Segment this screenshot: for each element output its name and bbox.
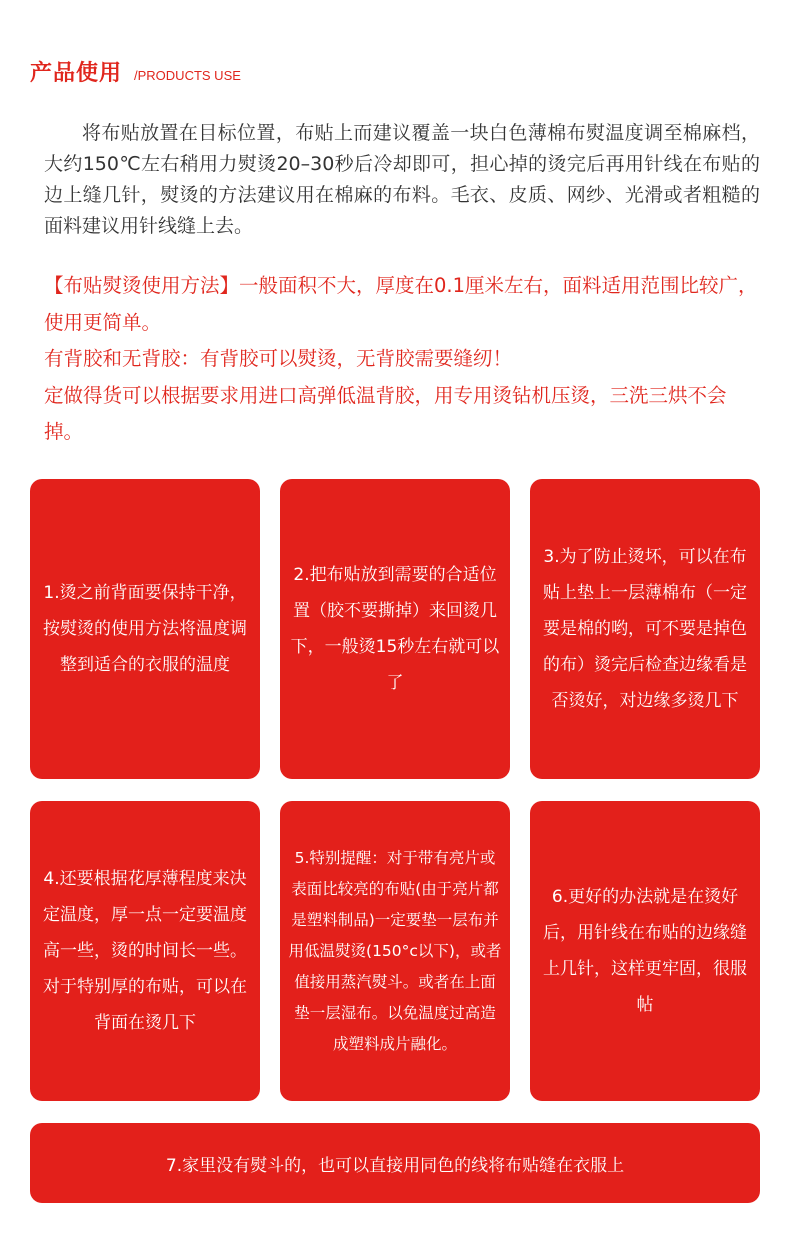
step-card-7-text: 7.家里没有熨斗的，也可以直接用同色的线将布贴缝在衣服上: [165, 1155, 625, 1176]
step-card-2-text: 2.把布贴放到需要的合适位置（胶不要撕掉）来回烫几下，一般烫15秒左右就可以了: [290, 565, 500, 693]
step-card-5: [280, 801, 510, 1101]
section-title: 产品使用: [30, 61, 123, 86]
step-card-4: [30, 801, 260, 1101]
step-card-1-text: 1.烫之前背面要保持干净，按熨烫的使用方法将温度调整到适合的衣服的温度: [43, 583, 247, 675]
note-ironing-method: 【布贴熨烫使用方法】一般面积不大，厚度在0.1厘米左右，面料适用范围比较广，使用更简单。: [44, 274, 758, 334]
note-backing-glue: 有背胶和无背胶：有背胶可以熨烫，无背胶需要缝纫！: [44, 347, 513, 370]
step-card-6: [530, 801, 760, 1101]
step-card-7: [30, 1123, 760, 1203]
step-card-2: [280, 479, 510, 779]
intro-paragraph: 将布贴放置在目标位置，布贴上而建议覆盖一块白色薄棉布熨温度调至棉麻档，大约150℃左右稍用力熨烫20–30秒后冷却即可，担心掉的烫完后再用针线在布贴的边上缝几针，熨烫的方法建议用在棉麻的布料。毛衣、皮质、网纱、光滑或者粗糙的面料建议用针线缝上去。: [44, 122, 760, 237]
notes-block: [44, 268, 760, 451]
step-card-1: [30, 479, 260, 779]
step-card-5-text: 5.特别提醒：对于带有亮片或表面比较亮的布贴(由于亮片都是塑料制品)一定要垫一层布并用低温熨烫(150°c以下)，或者值接用蒸汽熨斗。或者在上面垫一层湿布。以免温度过高造成塑料成片融化。: [288, 848, 502, 1053]
step-card-6-text: 6.更好的办法就是在烫好后，用针线在布贴的边缘缝上几针，这样更牢固，很服帖: [543, 887, 747, 1015]
section-header: [30, 56, 241, 87]
step-card-3: [530, 479, 760, 779]
section-subtitle: /PRODUCTS USE: [134, 68, 241, 83]
step-card-3-text: 3.为了防止烫坏，可以在布贴上垫上一层薄棉布（一定要是棉的哟，可不要是掉色的布）烫完后检查边缘看是否烫好，对边缘多烫几下: [543, 547, 747, 711]
note-custom-order: 定做得货可以根据要求用进口高弹低温背胶，用专用烫钻机压烫，三洗三烘不会掉。: [44, 383, 727, 443]
step-card-4-text: 4.还要根据花厚薄程度来决定温度，厚一点一定要温度高一些，烫的时间长一些。对于特别厚的布贴，可以在背面在烫几下: [43, 869, 247, 1033]
